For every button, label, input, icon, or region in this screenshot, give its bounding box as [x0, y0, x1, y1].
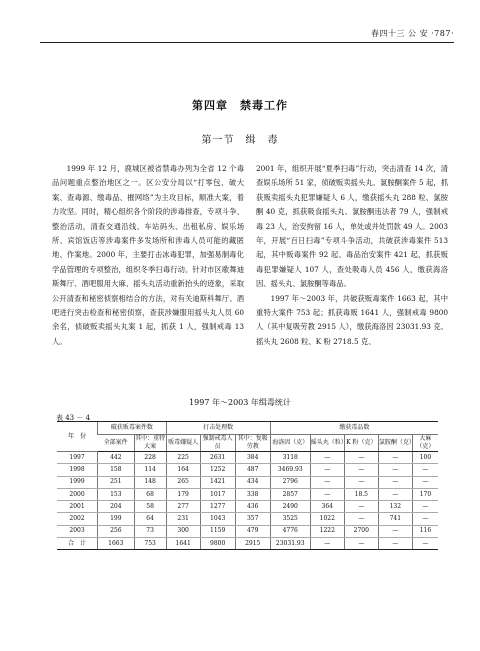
table-cell: 1421	[200, 476, 235, 488]
table-title: 1997 年～2003 年缉毒统计	[189, 398, 291, 407]
table-cell: 1022	[310, 513, 344, 525]
table-cell: —	[344, 513, 378, 525]
table-cell: 364	[310, 501, 344, 513]
column-header: 氯胺酮（克）	[378, 435, 412, 452]
left-paragraph-1: 1999 年 12 月，鹿城区被省禁毒办列为全省 12 个毒品问题重点整治地区之一。区公安分局以“打零包、破大案、查毒源、缴毒品、摧网络”为主攻目标，顺准大案，着力攻坚。同时，精心组织各个阶段的涉毒排查，专项斗争、整治活动，清查交通沿线、车站码头、出租私房、娱乐场所、宾馆饭店等涉毒案件多发场所和涉毒人员可能的藏匿地、作案地。2000 年，主要打击冰毒犯罪，加强易制毒化学品管理的专项整治，组织冬季扫毒行动。针对市区歌舞迪斯舞厅、酒吧服用大麻、摇头丸活动重新抬头的迹象，采取公开清查和秘密侦察相结合的方法，对有关迪斯科舞厅、酒吧进行突击检查和秘密侦察，查获涉嫌服用摇头丸人员 60 余名，侦破贩卖摇头丸案 1 起，抓获 1 人，强制戒毒 13 人。	[52, 164, 244, 346]
table-cell: 148	[134, 476, 166, 488]
right-paragraph-1: 2001 年，组织开展“夏季扫毒”行动，突击清查 14 次，清查娱乐场所 51 家，侦破贩卖摇头丸、氯胺酮案件 5 起，抓获贩卖摇头丸犯罪嫌疑人 6 人，缴获摇头丸 288 粒、氯胺酮 40 克，抓获吸食摇头丸、氯胺酮违法者 79 人，强制戒毒 23 人，治安拘留 16 人，单处或并处罚款 49 人。2003 年，开展“百日扫毒”专项斗争活动，共破获涉毒案件 513 起，其中贩毒案件 92 起、毒品治安案件 421 起，抓获贩毒犯罪嫌疑人 107 人，查处吸毒人员 456 人，缴获海洛因、摇头丸、氯胺酮等毒品。	[256, 164, 448, 289]
table-cell: 338	[235, 488, 270, 500]
table-cell: 265	[166, 476, 200, 488]
table-cell: 179	[166, 488, 200, 500]
running-header: 春四十三 公 安 ·787·	[371, 29, 454, 38]
table-cell: 225	[166, 452, 200, 464]
handled-group-header: 打击处理数	[166, 422, 270, 435]
table-cell: 153	[98, 488, 135, 500]
table-cell: —	[310, 476, 344, 488]
table-cell: 228	[134, 452, 166, 464]
table-cell: 741	[378, 513, 412, 525]
left-column	[52, 162, 244, 349]
table-cell: 199	[98, 513, 135, 525]
table-cell: 1277	[200, 501, 235, 513]
table-cell: 256	[98, 525, 135, 537]
column-header: 全部案件	[98, 435, 135, 452]
table-cell: —	[412, 538, 438, 550]
table-cell: 100	[412, 452, 438, 464]
header-rule	[40, 42, 454, 43]
table-cell: —	[310, 488, 344, 500]
table-cell: —	[378, 476, 412, 488]
table-cell: 1043	[200, 513, 235, 525]
table-cell: 170	[412, 488, 438, 500]
table-cell: 2857	[270, 488, 310, 500]
table-cell: 436	[235, 501, 270, 513]
row-year-cell: 合 计	[57, 538, 98, 550]
row-year-cell: 2000	[57, 488, 98, 500]
table-cell: 1159	[200, 525, 235, 537]
table-row	[57, 476, 438, 488]
table-cell: 2796	[270, 476, 310, 488]
table-cell: —	[344, 538, 378, 550]
cases-group-header: 破获贩毒案件数	[98, 422, 167, 435]
table-cell: 1222	[310, 525, 344, 537]
table-row	[57, 501, 438, 513]
table-label: 表 43 － 4	[56, 414, 91, 422]
table-cell: 487	[235, 464, 270, 476]
table-cell: 73	[134, 525, 166, 537]
table-cell: 132	[378, 501, 412, 513]
table-cell: 3469.93	[270, 464, 310, 476]
table-cell: —	[310, 464, 344, 476]
table-cell: 3525	[270, 513, 310, 525]
table-cell: 64	[134, 513, 166, 525]
table-cell: 158	[98, 464, 135, 476]
column-header: 贩毒嫌疑人	[166, 435, 200, 452]
table-cell: 300	[166, 525, 200, 537]
row-year-cell: 1998	[57, 464, 98, 476]
table-cell: 1641	[166, 538, 200, 550]
table-cell: 251	[98, 476, 135, 488]
table-cell: 434	[235, 476, 270, 488]
column-header: 大麻（克）	[412, 435, 438, 452]
table-row	[57, 452, 438, 464]
table-cell: —	[344, 452, 378, 464]
column-header: K 粉（克）	[344, 435, 378, 452]
table-cell: —	[378, 538, 412, 550]
seized-group-header: 缴获毒品数	[270, 422, 438, 435]
table-cell: —	[412, 501, 438, 513]
right-paragraph-2: 1997 年～2003 年，共破获贩毒案件 1663 起，其中重特大案件 753 起；抓获毒贩 1641 人，强制戒毒 9800 人（其中复吸劳教 2915 人），缴获海洛因 23031.93 克、摇头丸 2608 粒、K 粉 2718.5 克、	[256, 293, 448, 346]
right-column	[256, 162, 448, 349]
table-cell: 23031.93	[270, 538, 310, 550]
row-year-cell: 1999	[57, 476, 98, 488]
table-cell: —	[412, 464, 438, 476]
year-header: 年 份	[57, 422, 98, 452]
table-cell: 231	[166, 513, 200, 525]
table-cell: 68	[134, 488, 166, 500]
table-cell: 753	[134, 538, 166, 550]
column-header: 其中：复吸劳教	[235, 435, 270, 452]
column-header: 强制戒毒人员	[200, 435, 235, 452]
row-year-cell: 2003	[57, 525, 98, 537]
table-cell: 2631	[200, 452, 235, 464]
section-title: 第一节 缉 毒	[201, 135, 279, 146]
chapter-title: 第四章 禁毒工作	[192, 99, 288, 112]
table-cell: —	[378, 525, 412, 537]
table-cell: —	[378, 464, 412, 476]
table-cell: —	[412, 513, 438, 525]
table-cell: 384	[235, 452, 270, 464]
column-header: 其中：重特大案	[135, 435, 166, 450]
table-cell: —	[344, 476, 378, 488]
table-cell: 18.5	[344, 488, 378, 500]
table-cell: 4776	[270, 525, 310, 537]
table-cell: 116	[412, 525, 438, 537]
table-cell: 1663	[98, 538, 135, 550]
table-cell: 357	[235, 513, 270, 525]
table-row	[57, 464, 438, 476]
table-row	[57, 525, 438, 537]
table-cell: 164	[166, 464, 200, 476]
table-cell: 9800	[200, 538, 235, 550]
table-row	[57, 513, 438, 525]
table-cell: 204	[98, 501, 135, 513]
row-year-cell: 2001	[57, 501, 98, 513]
table-cell: —	[344, 501, 378, 513]
table-cell: 442	[98, 452, 135, 464]
table-cell: 2490	[270, 501, 310, 513]
table-cell: —	[378, 452, 412, 464]
table-cell: 3118	[270, 452, 310, 464]
statistics-table	[57, 421, 438, 550]
table-cell: —	[310, 538, 344, 550]
table-cell: —	[378, 488, 412, 500]
table-cell: —	[412, 476, 438, 488]
table-cell: 58	[134, 501, 166, 513]
column-header: 摇头丸（粒）	[310, 435, 344, 452]
table-cell: 1252	[200, 464, 235, 476]
table-cell: 479	[235, 525, 270, 537]
table-cell: —	[344, 464, 378, 476]
table-cell: 1017	[200, 488, 235, 500]
table-cell: —	[310, 452, 344, 464]
table-row	[57, 488, 438, 500]
table-cell: 277	[166, 501, 200, 513]
table-cell: 2915	[235, 538, 270, 550]
row-year-cell: 1997	[57, 452, 98, 464]
table-row	[57, 538, 438, 550]
row-year-cell: 2002	[57, 513, 98, 525]
table-cell: 114	[134, 464, 166, 476]
column-header: 海洛因（克）	[270, 435, 310, 452]
table-cell: 2700	[344, 525, 378, 537]
